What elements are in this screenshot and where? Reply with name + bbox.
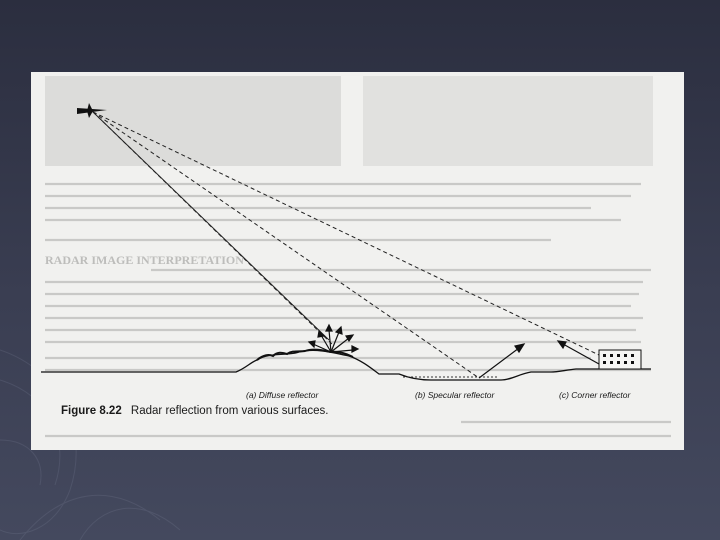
label-diffuse-reflector: (a) Diffuse reflector (246, 390, 319, 400)
bleed-photo-left (45, 76, 341, 166)
bleed-photo-right (363, 76, 653, 166)
corner-reflector-building (599, 350, 641, 369)
bleed-heading: RADAR IMAGE INTERPRETATION (45, 253, 244, 267)
figure-number: Figure 8.22 (61, 405, 122, 417)
specular-reflection-arrow (479, 344, 524, 378)
label-corner-reflector: (c) Corner reflector (559, 390, 631, 400)
radar-reflection-figure (31, 72, 684, 450)
figure-caption (61, 405, 328, 417)
label-specular-reflector: (b) Specular reflector (415, 390, 495, 400)
figure-caption-text: Radar reflection from various surfaces. (130, 405, 329, 417)
